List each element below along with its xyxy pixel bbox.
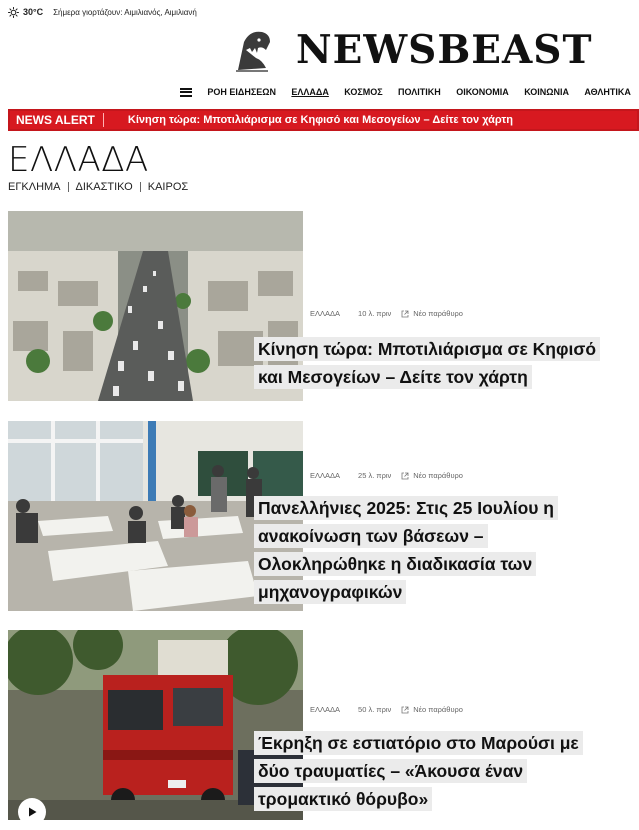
play-video-button[interactable] xyxy=(18,798,46,826)
nameday-text: Σήμερα γιορτάζουν: Αιμιλιανός, Αιμιλιανή xyxy=(53,7,197,17)
article-card[interactable] xyxy=(8,421,639,611)
subcategory-divider xyxy=(140,182,141,192)
article-title-text[interactable]: Έκρηξη σε εστιατόριο στο Μαρούσι με δύο τραυματίες – «Άκουσα έναν τρομακτικό θόρυβο» xyxy=(254,731,583,811)
article-meta xyxy=(310,309,463,318)
nav-item-kosmos[interactable]: ΚΟΣΜΟΣ xyxy=(344,87,383,97)
article-card[interactable] xyxy=(8,630,639,820)
article-title[interactable] xyxy=(254,335,614,391)
article-title[interactable] xyxy=(254,729,614,813)
nav-item-politiki[interactable]: ΠΟΛΙΤΙΚΗ xyxy=(398,87,441,97)
nav-item-koinonia[interactable]: ΚΟΙΝΩΝΙΑ xyxy=(524,87,569,97)
article-meta xyxy=(310,471,463,480)
article-title-text[interactable]: Πανελλήνιες 2025: Στις 25 Ιουλίου η ανακοίνωση των βάσεων – Ολοκληρώθηκε η διαδικασία των μηχανογραφικών xyxy=(254,496,558,604)
subcategory-dikastiko[interactable]: ΔΙΚΑΣΤΙΚΟ xyxy=(75,181,133,193)
shark-icon xyxy=(232,28,272,72)
article-meta xyxy=(310,705,463,714)
site-logo[interactable] xyxy=(232,28,592,72)
nav-item-roi-eidiseon[interactable]: ΡΟΗ ΕΙΔΗΣΕΩΝ xyxy=(207,87,276,97)
new-window-label[interactable]: Νέο παράθυρο xyxy=(413,309,463,318)
subcategory-kairos[interactable]: ΚΑΙΡΟΣ xyxy=(147,181,189,193)
subcategory-egklima[interactable]: ΕΓΚΛΗΜΑ xyxy=(8,181,61,193)
nav-item-ellada[interactable]: ΕΛΛΑΔΑ xyxy=(291,87,329,97)
news-alert-bar xyxy=(8,109,639,131)
article-category[interactable]: ΕΛΛΑΔΑ xyxy=(310,309,341,318)
main-nav xyxy=(180,84,631,100)
new-window-label[interactable]: Νέο παράθυρο xyxy=(413,705,463,714)
new-window-label[interactable]: Νέο παράθυρο xyxy=(413,471,463,480)
article-title-text[interactable]: Κίνηση τώρα: Μποτιλιάρισμα σε Κηφισό και Μεσογείων – Δείτε τον χάρτη xyxy=(254,337,600,389)
news-alert-tag: NEWS ALERT xyxy=(10,113,104,127)
play-icon xyxy=(26,806,38,818)
article-category[interactable]: ΕΛΛΑΔΑ xyxy=(310,705,341,714)
article-time: 50 λ. πριν xyxy=(358,705,392,714)
subcategory-links xyxy=(8,181,188,193)
nav-item-oikonomia[interactable]: ΟΙΚΟΝΟΜΙΑ xyxy=(456,87,509,97)
sun-icon xyxy=(8,7,19,18)
external-link-icon[interactable] xyxy=(401,310,409,318)
subcategory-divider xyxy=(68,182,69,192)
temperature: 30°C xyxy=(23,7,44,17)
external-link-icon[interactable] xyxy=(401,472,409,480)
article-card[interactable] xyxy=(8,211,639,401)
article-title[interactable] xyxy=(254,494,614,606)
article-category[interactable]: ΕΛΛΑΔΑ xyxy=(310,471,341,480)
page-title: ΕΛΛΑΔΑ xyxy=(8,140,149,180)
top-info-bar xyxy=(8,4,197,20)
hamburger-menu-icon[interactable] xyxy=(180,88,192,97)
news-alert-headline[interactable]: Κίνηση τώρα: Μποτιλιάρισμα σε Κηφισό και Μεσογείων – Δείτε τον χάρτη xyxy=(127,114,514,126)
nav-item-athlitika[interactable]: ΑΘΛΗΤΙΚΑ xyxy=(584,87,631,97)
article-time: 25 λ. πριν xyxy=(358,471,392,480)
external-link-icon[interactable] xyxy=(401,706,409,714)
article-time: 10 λ. πριν xyxy=(358,309,392,318)
logo-wordmark: NEWSBEAST xyxy=(296,26,593,73)
